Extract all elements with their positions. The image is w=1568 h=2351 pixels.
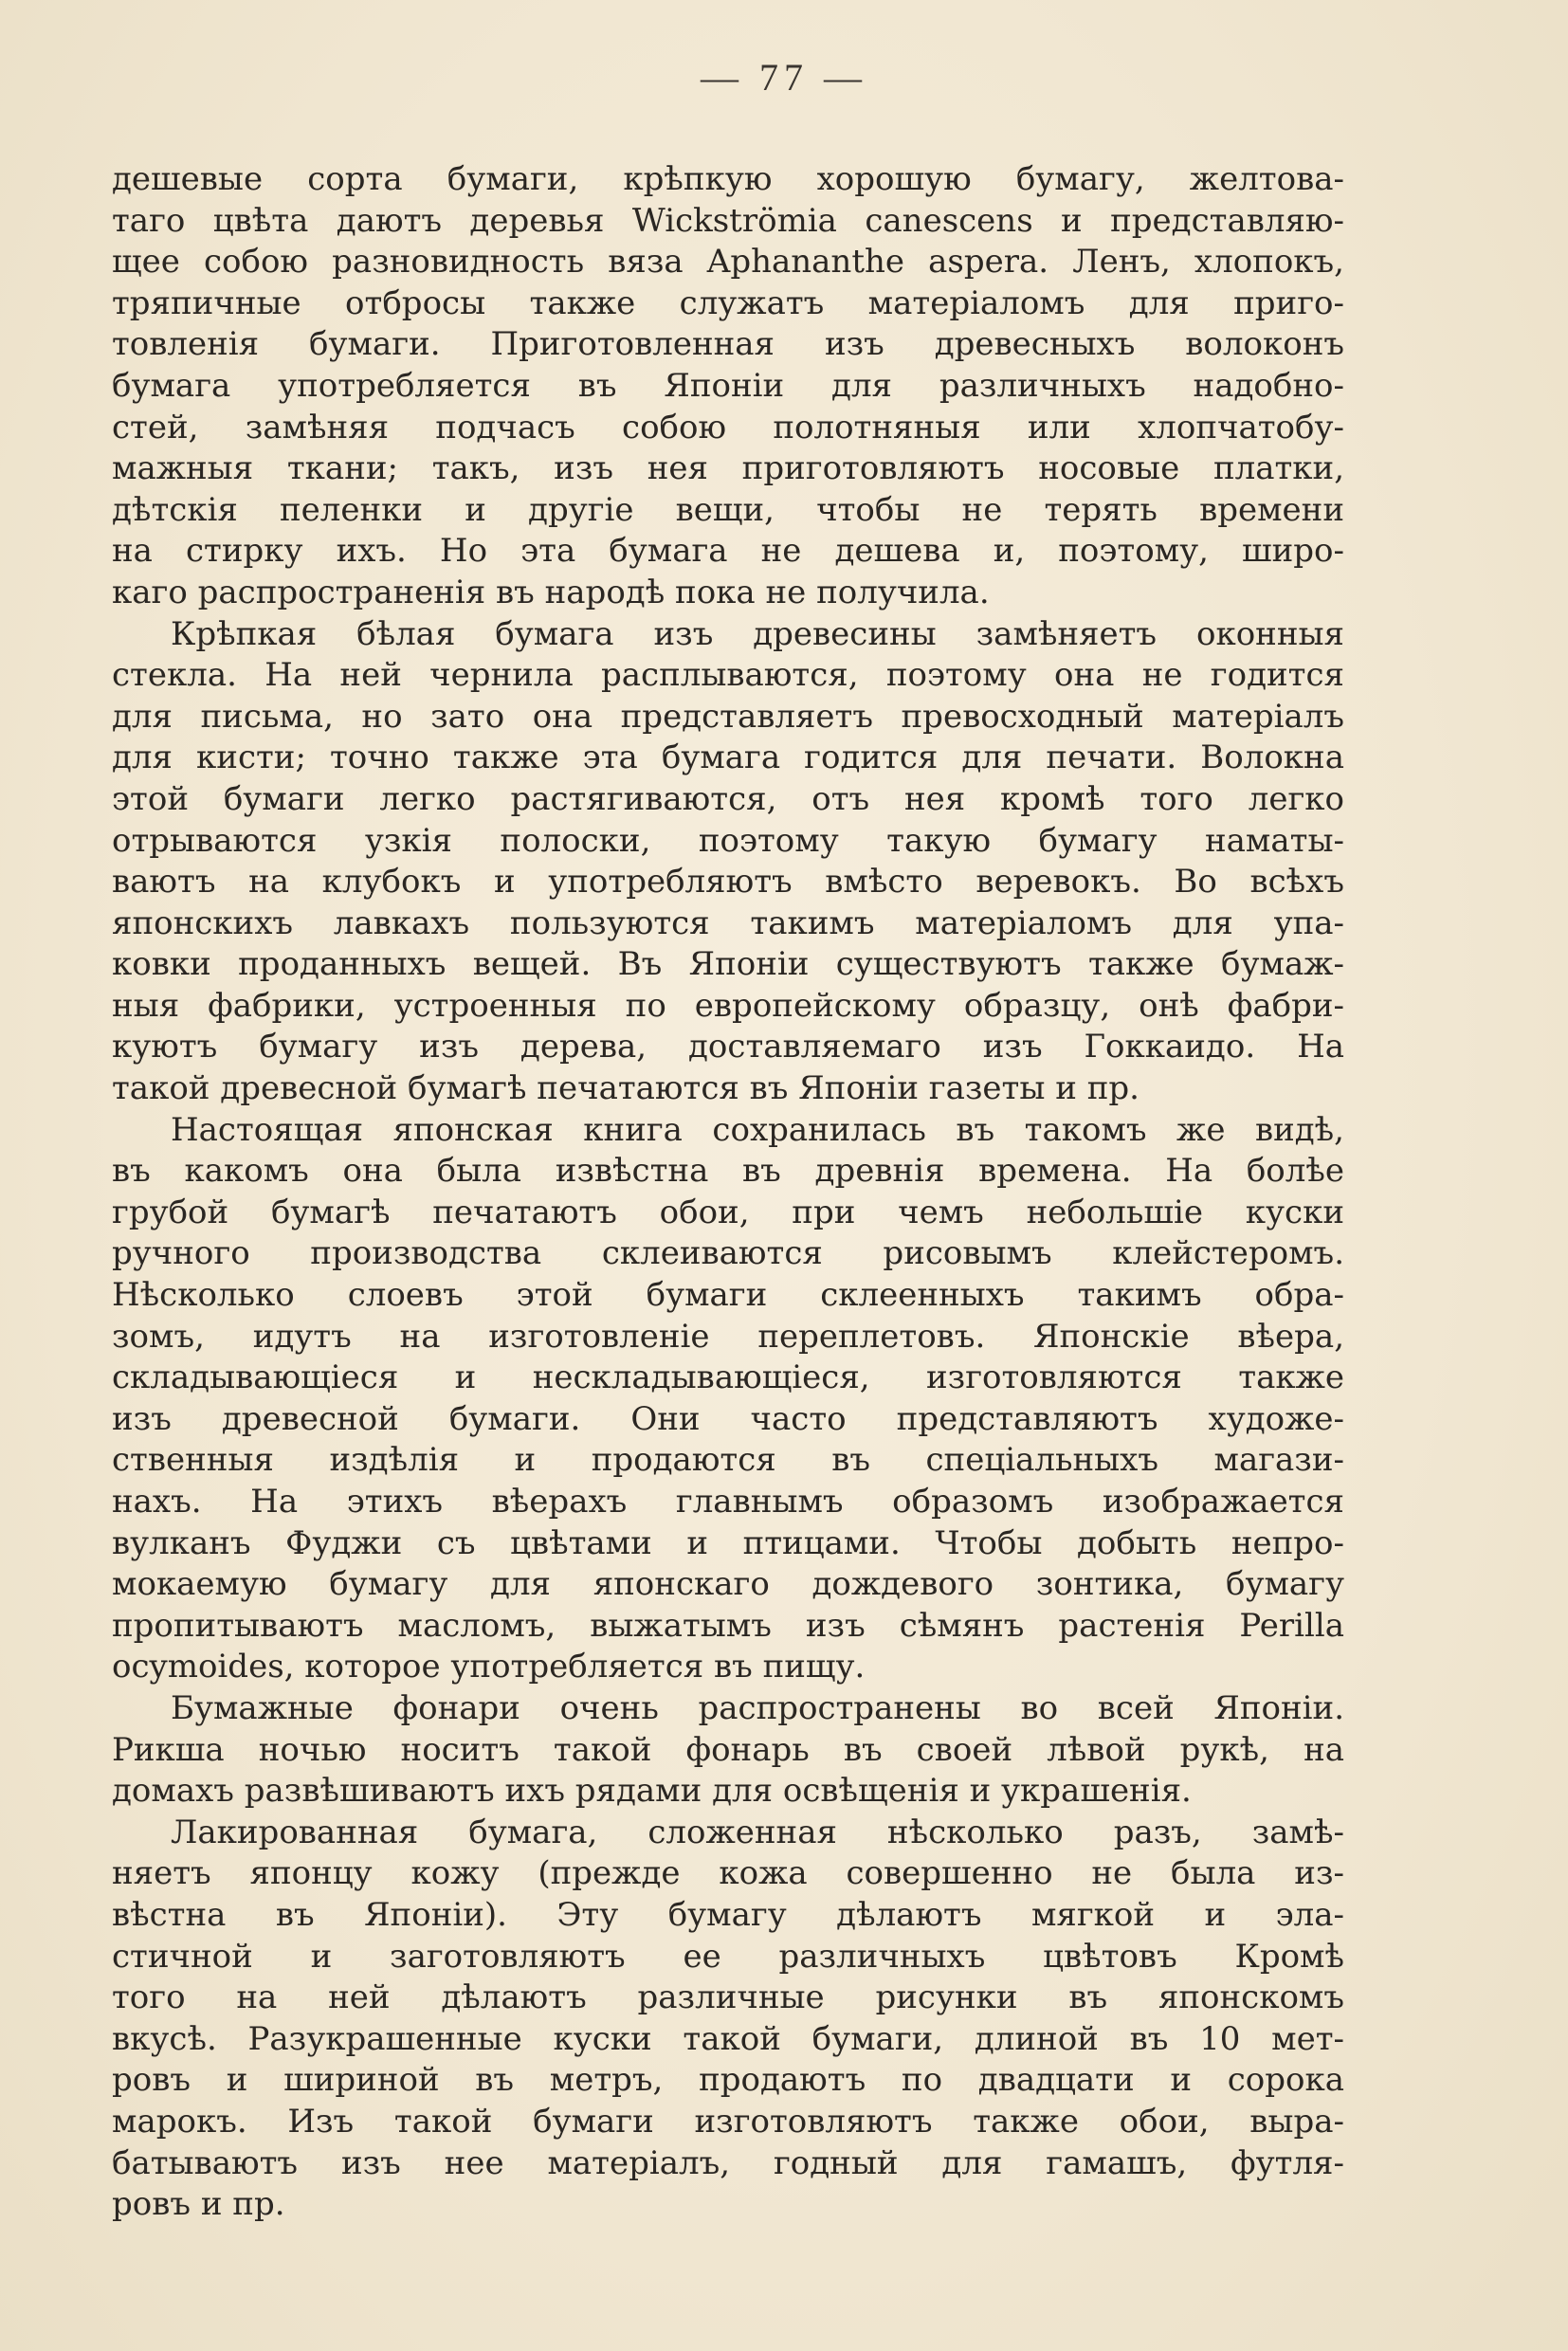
text-line: грубой бумагѣ печатаютъ обои, при чемъ небольшіе куски bbox=[112, 1193, 1344, 1231]
text-line: Рикша ночью носитъ такой фонарь въ своей лѣвой рукѣ, на bbox=[112, 1730, 1344, 1769]
text-line: вкусѣ. Разукрашенные куски такой бумаги, длиной въ 10 мет- bbox=[112, 2019, 1344, 2058]
text-line: зомъ, идутъ на изготовленіе переплетовъ. Японскіе вѣера, bbox=[112, 1317, 1344, 1356]
text-line: домахъ развѣшиваютъ ихъ рядами для освѣщенія и украшенія. bbox=[112, 1772, 1192, 1811]
text-line: нахъ. На этихъ вѣерахъ главнымъ образомъ изображается bbox=[112, 1483, 1344, 1521]
text-line: Настоящая японская книга сохранилась въ такомъ же видѣ, bbox=[171, 1110, 1344, 1149]
text-line: ручного производства склеиваются рисовымъ клейстеромъ. bbox=[112, 1234, 1344, 1273]
text-line: марокъ. Изъ такой бумаги изготовляютъ также обои, выра- bbox=[112, 2102, 1344, 2141]
text-line: Лакированная бумага, сложенная нѣсколько разъ, замѣ- bbox=[171, 1813, 1344, 1851]
text-line: въ какомъ она была извѣстна въ древнія времена. На болѣе bbox=[112, 1152, 1344, 1191]
text-line: ковки проданныхъ вещей. Въ Японіи существуютъ также бумаж- bbox=[112, 945, 1344, 984]
text-line: стичной и заготовляютъ ее различныхъ цвѣтовъ Кромѣ bbox=[112, 1937, 1344, 1976]
text-line: пропитываютъ масломъ, выжатымъ изъ сѣмянъ растенія Perilla bbox=[112, 1606, 1344, 1645]
text-line: для письма, но зато она представляетъ превосходный матеріалъ bbox=[112, 697, 1344, 736]
text-line: батываютъ изъ нее матеріалъ, годный для гамашъ, футля- bbox=[112, 2143, 1344, 2182]
text-line: мокаемую бумагу для японскаго дождевого зонтика, бумагу bbox=[112, 1565, 1344, 1604]
text-line: каго распространенія въ народѣ пока не получила. bbox=[112, 573, 990, 611]
text-line: тряпичные отбросы также служатъ матеріаломъ для приго- bbox=[112, 283, 1344, 322]
text-line: ровъ и шириной въ метръ, продаютъ по двадцати и сорока bbox=[112, 2061, 1344, 2100]
text-line: дѣтскія пеленки и другіе вещи, чтобы не терять времени bbox=[112, 490, 1344, 529]
text-line: на стирку ихъ. Но эта бумага не дешева и, поэтому, широ- bbox=[112, 532, 1344, 571]
text-line: бумага употребляется въ Японіи для различныхъ надобно- bbox=[112, 366, 1344, 405]
text-line: ocymoides, которое употребляется въ пищу. bbox=[112, 1648, 866, 1686]
text-line: изъ древесной бумаги. Они часто представляютъ художе- bbox=[112, 1399, 1344, 1438]
text-line: Нѣсколько слоевъ этой бумаги склеенныхъ такимъ обра- bbox=[112, 1276, 1344, 1315]
text-line: куютъ бумагу изъ дерева, доставляемаго изъ Гоккаидо. На bbox=[112, 1028, 1344, 1066]
text-line: няетъ японцу кожу (прежде кожа совершенно не была из- bbox=[112, 1854, 1344, 1893]
text-line: щее собою разновидность вяза Aphananthe aspera. Ленъ, хлопокъ, bbox=[112, 243, 1344, 282]
text-line: вулканъ Фуджи съ цвѣтами и птицами. Чтобы добыть непро- bbox=[112, 1523, 1344, 1562]
text-line: вѣстна въ Японіи). Эту бумагу дѣлаютъ мягкой и эла- bbox=[112, 1895, 1344, 1934]
text-line: ственныя издѣлія и продаются въ спеціальныхъ магази- bbox=[112, 1441, 1344, 1480]
text-line: того на ней дѣлаютъ различные рисунки въ японскомъ bbox=[112, 1978, 1344, 2017]
text-line: ровъ и пр. bbox=[112, 2185, 285, 2224]
body-text bbox=[112, 159, 1344, 2226]
page-number: — 77 — bbox=[701, 56, 867, 99]
text-line: стей, замѣняя подчасъ собою полотняныя или хлопчатобу- bbox=[112, 408, 1344, 447]
text-line: Бумажные фонари очень распространены во всей Японіи. bbox=[171, 1688, 1344, 1727]
text-line: мажныя ткани; такъ, изъ нея приготовляютъ носовые платки, bbox=[112, 449, 1344, 488]
text-line: отрываются узкія полоски, поэтому такую бумагу наматы- bbox=[112, 821, 1344, 860]
text-line: стекла. На ней чернила расплываются, поэтому она не годится bbox=[112, 656, 1344, 695]
text-line: этой бумаги легко растягиваются, отъ нея кромѣ того легко bbox=[112, 779, 1344, 818]
text-line: таго цвѣта даютъ деревья Wickströmia canescens и представляю- bbox=[112, 201, 1344, 240]
text-line: товленія бумаги. Приготовленная изъ древесныхъ волоконъ bbox=[112, 325, 1344, 364]
text-line: для кисти; точно также эта бумага годится для печати. Волокна bbox=[112, 738, 1344, 777]
text-line: японскихъ лавкахъ пользуются такимъ матеріаломъ для упа- bbox=[112, 903, 1344, 942]
text-line: складывающіеся и нескладывающіеся, изготовляются также bbox=[112, 1358, 1344, 1397]
text-line: ныя фабрики, устроенныя по европейскому образцу, онѣ фабри- bbox=[112, 986, 1344, 1025]
text-line: ваютъ на клубокъ и употребляютъ вмѣсто веревокъ. Во всѣхъ bbox=[112, 863, 1344, 902]
text-line: Крѣпкая бѣлая бумага изъ древесины замѣняетъ оконныя bbox=[171, 614, 1344, 653]
text-line: дешевые сорта бумаги, крѣпкую хорошую бумагу, желтова- bbox=[112, 160, 1344, 198]
text-line: такой древесной бумагѣ печатаются въ Японіи газеты и пр. bbox=[112, 1069, 1140, 1108]
